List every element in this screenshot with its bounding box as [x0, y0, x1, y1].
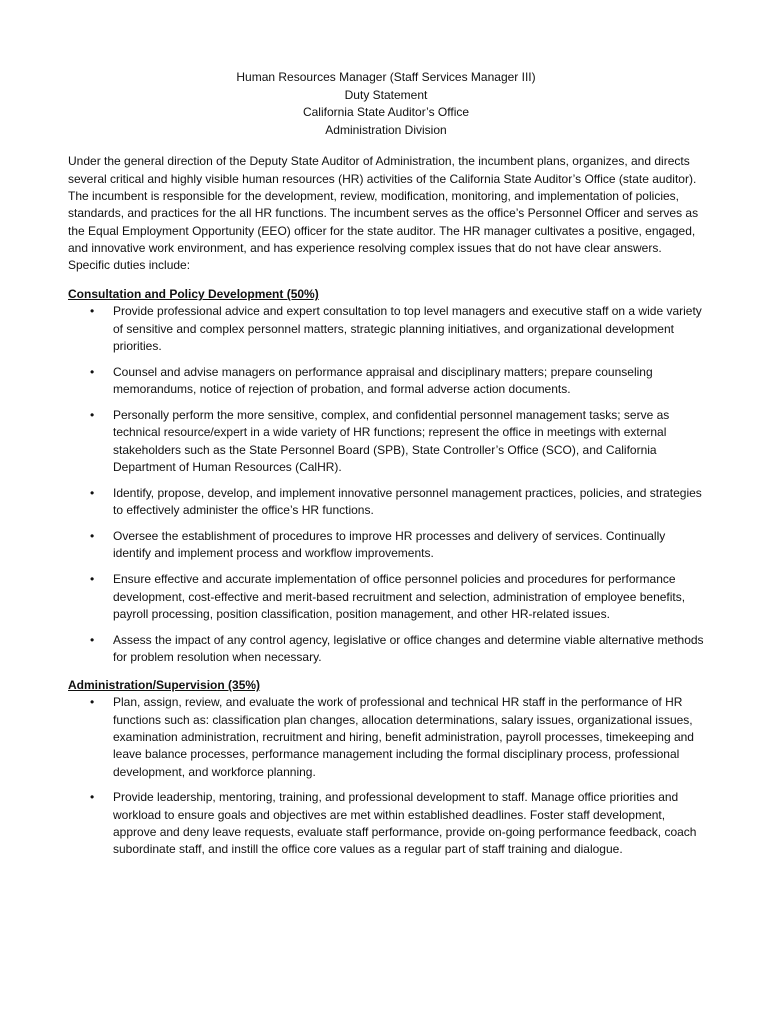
document-heading [68, 69, 704, 139]
duty-item [68, 528, 704, 563]
bullet-icon: • [90, 632, 95, 647]
duty-list [68, 303, 704, 666]
bullet-icon: • [90, 572, 95, 587]
duty-list [68, 694, 704, 858]
duty-item [68, 364, 704, 399]
section-administration [68, 677, 704, 858]
duty-item [68, 632, 704, 667]
bullet-icon: • [90, 790, 95, 805]
duty-text: Counsel and advise managers on performance appraisal and disciplinary matters; prepare counseling memorandums, notice of rejection of probation, and formal adverse action documents. [113, 364, 653, 397]
intro-paragraph: Under the general direction of the Deputy State Auditor of Administration, the incumbent plans, organizes, and directs several critical and highly visible human resources (HR) activities of the California State Auditor’s Office (state auditor). The incumbent is responsible for the development, review, modification, monitoring, and implementation of policies, standards, and practices for the all HR functions. The incumbent serves as the office’s Personnel Officer and serves as the Equal Employment Opportunity (EEO) officer for the state auditor. The HR manager cultivates a positive, engaged, and innovative work environment, and has experience resolving complex issues that do not have clear answers. Specific duties include: [68, 154, 699, 273]
job-title: Human Resources Manager (Staff Services Manager III) [236, 70, 536, 84]
division-name: Administration Division [325, 122, 447, 137]
section-title: Consultation and Policy Development (50%) [68, 287, 319, 302]
duty-text: Oversee the establishment of procedures to improve HR processes and delivery of services. Continually identify and implement process and workflow improvements. [113, 529, 666, 561]
bullet-icon: • [90, 695, 95, 710]
duty-text: Identify, propose, develop, and implement innovative personnel management practices, policies, and strategies to effectively administer the office’s HR functions. [113, 485, 702, 518]
duty-item [68, 485, 704, 520]
duty-item [68, 407, 704, 476]
bullet-icon: • [90, 364, 95, 379]
duty-text: Ensure effective and accurate implementation of office personnel policies and procedures for performance development, cost-effective and merit-based recruitment and selection, administration of employee benefits, payroll processing, position classification, position management, and other HR-related issues. [113, 572, 686, 621]
bullet-icon: • [90, 485, 95, 500]
organization-name: California State Auditor’s Office [302, 105, 470, 120]
document-page [68, 69, 704, 867]
duty-item [68, 303, 704, 355]
duty-text: Plan, assign, review, and evaluate the work of professional and technical HR staff in the performance of HR functions such as: classification plan changes, allocation determinations, salary issues, organizational issues, examination administration, recruitment and hiring, benefit administration, payroll processes, timekeeping and leave balance processes, performance management including the formal disciplinary process, professional development, and workforce planning. [113, 695, 694, 779]
section-consultation [68, 286, 704, 666]
bullet-icon: • [90, 408, 95, 423]
section-title: Administration/Supervision (35%) [68, 678, 261, 693]
duty-text: Personally perform the more sensitive, complex, and confidential personnel management tasks; serve as technical resource/expert in a wide variety of HR functions; represent the office in meetings with external stakeholders such as the State Personnel Board (SPB), State Controller’s Office (SCO), and California Department of Human Resources (CalHR). [113, 408, 670, 475]
bullet-icon: • [90, 529, 95, 544]
duty-item [68, 571, 704, 623]
duty-text: Assess the impact of any control agency, legislative or office changes and determine viable alternative methods for problem resolution when necessary. [113, 632, 704, 665]
bullet-icon: • [90, 304, 95, 319]
document-type: Duty Statement [344, 87, 428, 102]
duty-text: Provide leadership, mentoring, training, and professional development to staff. Manage office priorities and workload to ensure goals and objectives are met within established deadlines. Foster staff development, approve and deny leave requests, evaluate staff performance, provide on-going performance feedback, coach subordinate staff, and instill the office core values as a regular part of staff training and dialogue. [113, 790, 697, 857]
duty-item [68, 789, 704, 858]
duty-text: Provide professional advice and expert consultation to top level managers and executive staff on a wide variety of sensitive and complex personnel matters, strategic planning initiatives, and organizational development priorities. [113, 304, 702, 354]
duty-item [68, 694, 704, 780]
